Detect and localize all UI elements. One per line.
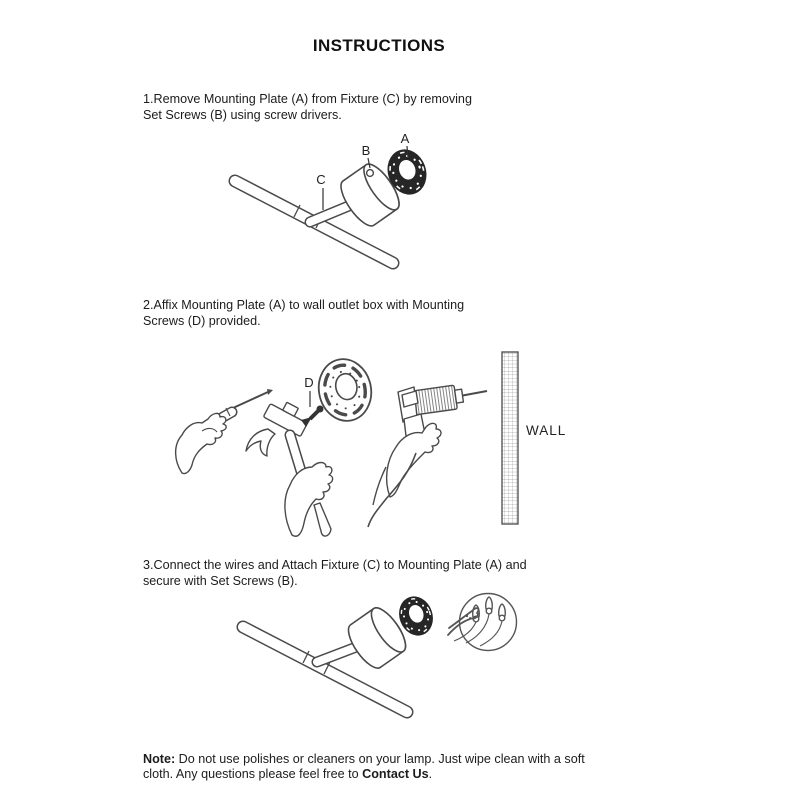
step-2-diagram <box>140 335 670 545</box>
mounting-plate-outline-illustration <box>313 354 377 425</box>
label-c <box>316 172 325 210</box>
hand-with-hammer-illustration <box>246 396 333 537</box>
step-1-text <box>143 92 472 123</box>
note-suffix: . <box>428 767 433 782</box>
hand-with-drill-illustration <box>368 384 487 527</box>
step-2-line-2: Screws (D) provided. <box>143 313 261 328</box>
step-1-diagram <box>180 126 480 291</box>
page-title: INSTRUCTIONS <box>312 36 446 55</box>
care-note <box>143 752 599 784</box>
step-3-line-2: secure with Set Screws (B). <box>143 573 298 588</box>
wall-label: WALL <box>526 423 567 438</box>
note-body: Do not use polishes or cleaners on your lamp. Just wipe clean with a soft cloth. Any questions please feel free to <box>143 751 585 782</box>
svg-text:C: C <box>316 172 326 187</box>
step-2-text <box>143 298 464 329</box>
svg-text:B: B <box>361 143 371 158</box>
step-2-line-1: 2.Affix Mounting Plate (A) to wall outlet box with Mounting <box>143 298 465 312</box>
contact-us-text: Contact Us <box>362 767 429 782</box>
step-1-line-2: Set Screws (B) using screw drivers. <box>143 107 342 122</box>
wall-section-illustration <box>502 352 518 524</box>
hand-with-screwdriver-illustration <box>176 389 273 474</box>
set-screw-hole <box>367 170 374 177</box>
note-label: Note: <box>143 751 176 766</box>
wire-connection-detail-illustration <box>448 594 517 651</box>
svg-text:A: A <box>400 131 410 146</box>
svg-text:D: D <box>304 375 314 390</box>
step-1-line-1: 1.Remove Mounting Plate (A) from Fixture (C) by removing <box>143 92 472 106</box>
step-3-line-1: 3.Connect the wires and Attach Fixture (C) to Mounting Plate (A) and <box>143 558 527 572</box>
step-3-diagram <box>220 585 570 730</box>
